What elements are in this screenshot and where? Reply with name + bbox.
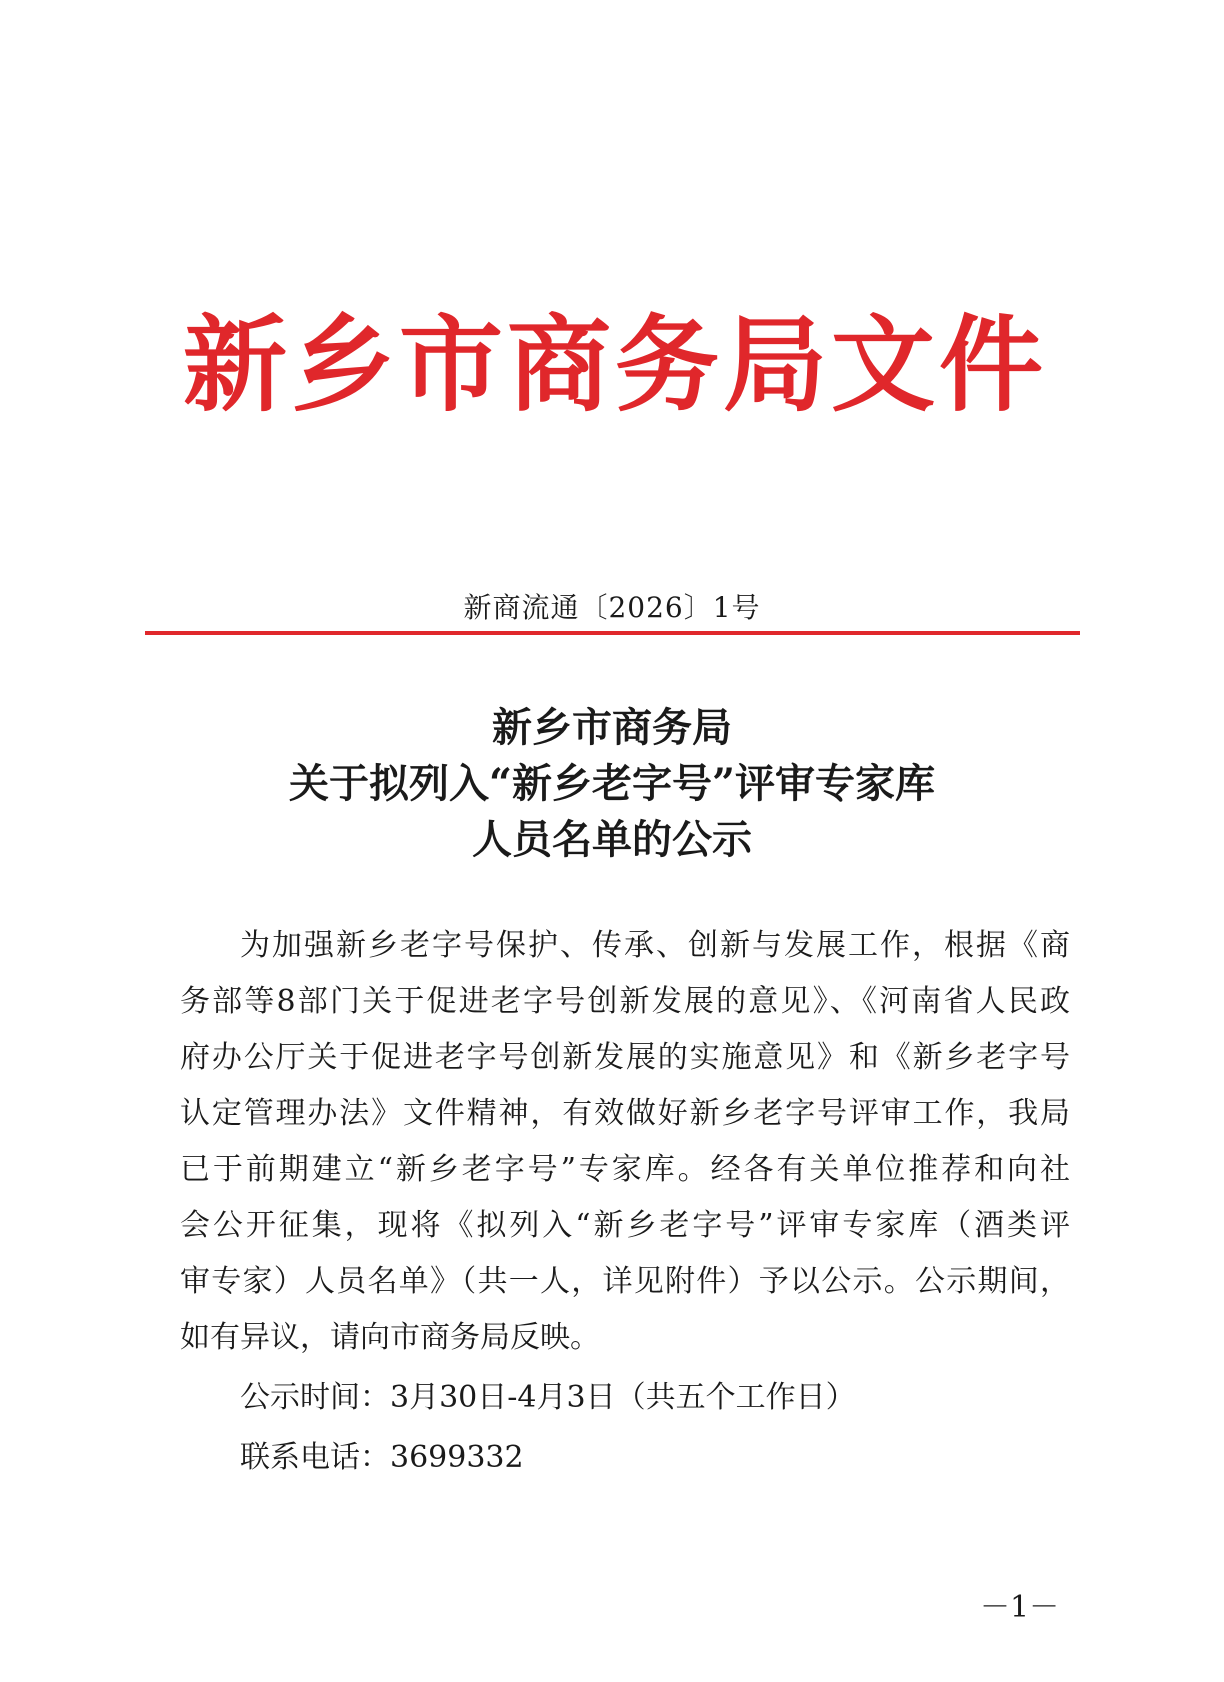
red-divider-line: [145, 631, 1080, 635]
paragraph-line: 务部等8部门关于促进老字号创新发展的意见》、《河南省人民政: [180, 984, 1070, 1019]
contact-phone: 联系电话：3699332: [240, 1440, 524, 1475]
title-line-3: 人员名单的公示: [472, 816, 752, 863]
title-line-1: 新乡市商务局: [492, 704, 732, 751]
masthead-title: 新乡市商务局文件: [182, 303, 1047, 426]
paragraph-line: 会公开征集，现将《拟列入“新乡老字号”评审专家库（酒类评: [180, 1208, 1070, 1243]
paragraph-line: 为加强新乡老字号保护、传承、创新与发展工作，根据《商: [240, 928, 1070, 963]
publicity-time: 公示时间：3月30日-4月3日（共五个工作日）: [240, 1380, 856, 1415]
document-number: 新商流通〔2026〕1号: [463, 591, 761, 624]
notice-title: [0, 700, 1224, 868]
paragraph-line: 府办公厅关于促进老字号创新发展的实施意见》和《新乡老字号: [180, 1040, 1070, 1075]
paragraph-line: 审专家）人员名单》（共一人，详见附件）予以公示。公示期间，: [180, 1264, 1070, 1299]
paragraph-line: 已于前期建立“新乡老字号”专家库。经各有关单位推荐和向社: [180, 1152, 1070, 1187]
paragraph-line: 如有异议，请向市商务局反映。: [180, 1320, 600, 1355]
page-number: －1－: [980, 1590, 1060, 1625]
notice-body: [180, 918, 1070, 1486]
title-line-2: 关于拟列入“新乡老字号”评审专家库: [288, 760, 935, 807]
paragraph-line: 认定管理办法》文件精神，有效做好新乡老字号评审工作，我局: [180, 1096, 1070, 1131]
